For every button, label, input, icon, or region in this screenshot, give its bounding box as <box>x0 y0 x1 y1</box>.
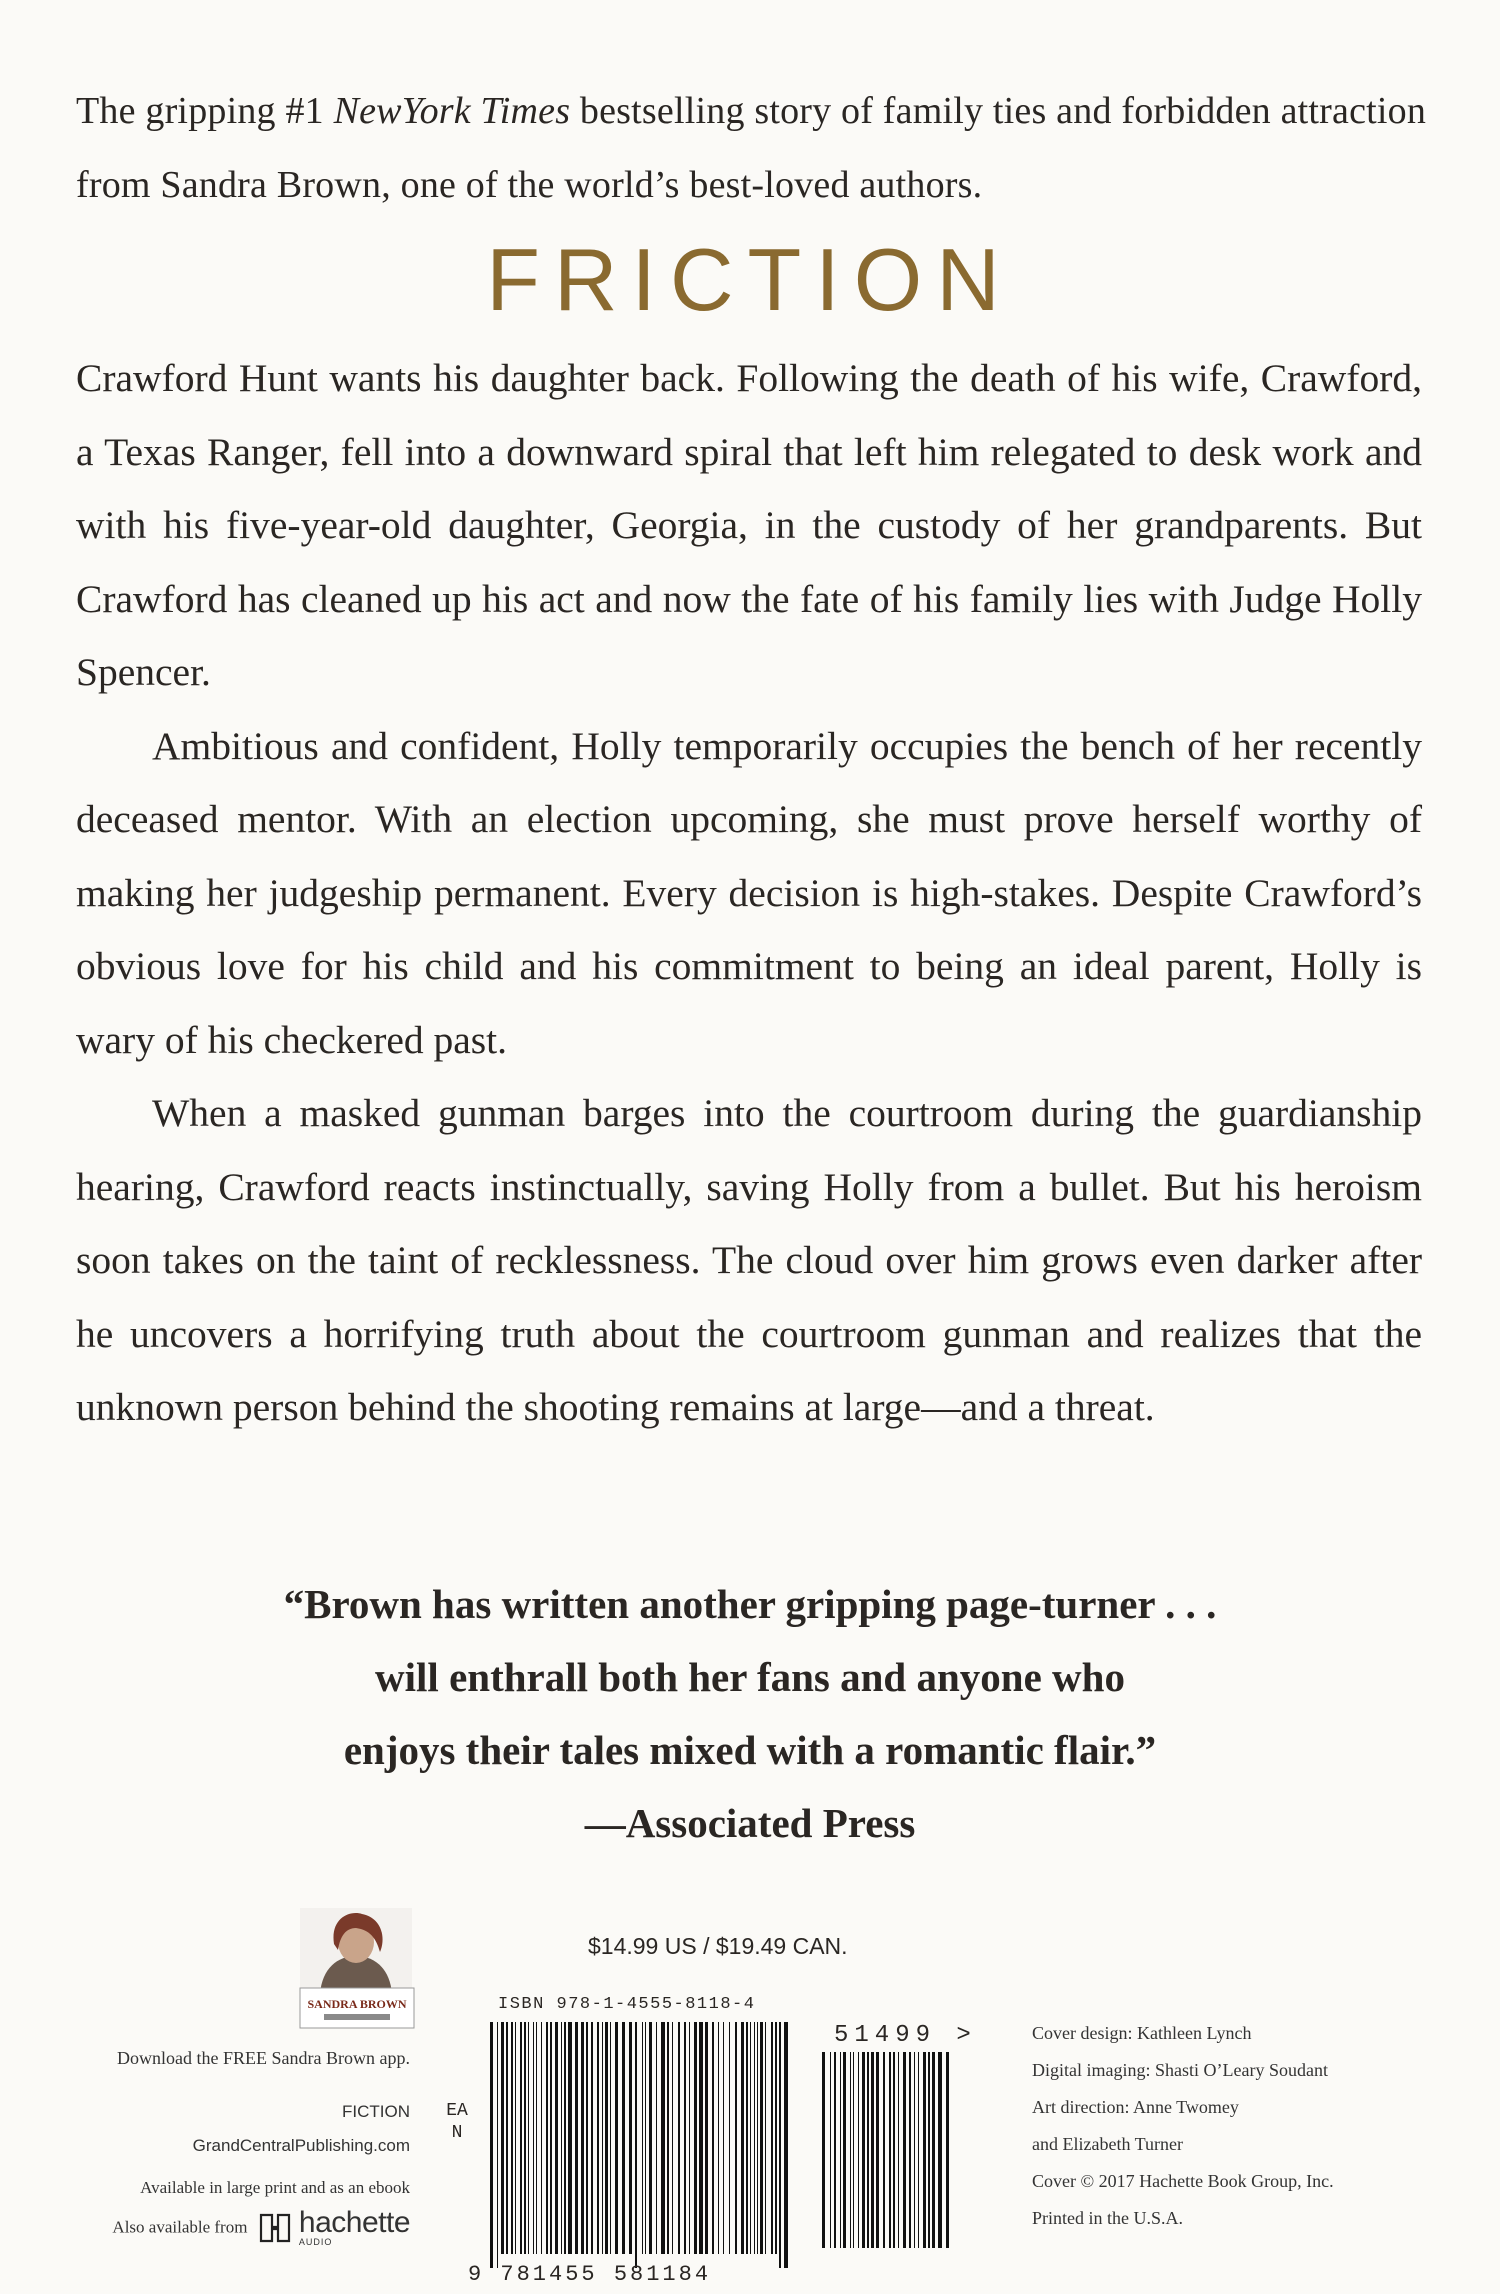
barcode-bar <box>524 2022 526 2254</box>
synopsis-paragraph-1: Crawford Hunt wants his daughter back. Following the death of his wife, Crawford, a Texas Ranger, fell into a downward spiral that left him relegated to desk work and with his five-year-old daughter, Georgia, in the custody of her grandparents. But Crawford has cleaned up his act and now the fate of his family lies with Judge Holly Spencer. <box>76 356 1422 694</box>
price-addon-digits: 51499 > <box>834 2022 977 2049</box>
barcode-bar <box>555 2022 558 2254</box>
credit-line: Cover design: Kathleen Lynch <box>1032 2023 1252 2043</box>
barcode-bar <box>893 2052 895 2248</box>
hachette-logo-icon <box>258 2211 292 2245</box>
barcode-bar <box>771 2022 773 2254</box>
barcode-bar <box>754 2022 755 2254</box>
quote-line-1: “Brown has written another gripping page-turner . . . <box>283 1581 1217 1627</box>
genre-label: FICTION <box>342 2102 410 2121</box>
barcode-bar <box>903 2052 906 2248</box>
barcode-bar <box>649 2022 652 2254</box>
ean-label: EAN <box>446 2101 468 2143</box>
barcode-bar <box>946 2052 949 2248</box>
barcode-bar <box>581 2022 584 2254</box>
credit-line: Printed in the U.S.A. <box>1032 2208 1183 2228</box>
barcode-bar <box>528 2022 529 2254</box>
barcode-bar <box>622 2022 625 2254</box>
also-available <box>112 2208 410 2247</box>
barcode-bar <box>775 2022 777 2254</box>
author-photo <box>300 1908 412 1994</box>
barcode-bar <box>718 2022 719 2254</box>
barcode-bar <box>605 2022 608 2254</box>
barcode-bar <box>914 2052 915 2248</box>
app-download-text: Download the FREE Sandra Brown app. <box>117 2048 410 2068</box>
barcode-bar <box>822 2052 825 2248</box>
also-available-label: Also available from <box>112 2217 248 2237</box>
barcode-bar <box>511 2022 513 2254</box>
barcode-bar <box>667 2022 669 2254</box>
barcode-bar <box>862 2052 865 2248</box>
credit-line: and Elizabeth Turner <box>1032 2134 1183 2154</box>
credit-line: Art direction: Anne Twomey <box>1032 2097 1239 2117</box>
barcode-bar <box>840 2052 841 2248</box>
barcode-bar <box>765 2022 766 2254</box>
barcode-bar <box>497 2022 498 2268</box>
barcode-bar <box>760 2022 763 2254</box>
barcode-bar <box>515 2022 516 2254</box>
isbn-text: ISBN 978-1-4555-8118-4 <box>498 1995 756 2014</box>
barcode-bar <box>689 2022 690 2254</box>
barcode-bar <box>597 2022 599 2254</box>
barcode-bar <box>898 2052 899 2248</box>
quote-line-2: will enthrall both her fans and anyone who <box>375 1654 1125 1700</box>
barcode-bar <box>490 2022 493 2268</box>
barcode-bar <box>575 2022 578 2254</box>
barcode-bar <box>550 2022 552 2254</box>
price-addon-barcode <box>820 2052 950 2262</box>
barcode-bar <box>564 2022 566 2254</box>
barcode-bar <box>661 2022 665 2254</box>
barcode-bar <box>705 2022 708 2254</box>
barcode-bar <box>729 2022 730 2254</box>
review-quote <box>0 1568 1500 1860</box>
barcode-bar <box>712 2022 714 2254</box>
synopsis-paragraph-2: Ambitious and confident, Holly temporarily occupies the bench of her recently deceased mentor. With an election upcoming, she must prove herself worthy of making her judgeship permanent. Every decision is high-stakes. Despite Crawford’s obvious love for his child and his commitment to being an ideal parent, Holly is wary of his checkered past. <box>76 723 1422 1062</box>
barcode-bar <box>918 2052 919 2248</box>
hachette-brand-sub: AUDIO <box>298 2237 333 2247</box>
barcode-bar <box>672 2022 673 2254</box>
synopsis-paragraph-3: When a masked gunman barges into the courtroom during the guardianship hearing, Crawford reacts instinctually, saving Holly from a bullet. But his heroism soon takes on the taint of recklessness. The cloud over him grows even darker after he uncovers a horrifying truth about the courtroom gunman and realizes that the unknown person behind the shooting remains at large—and a threat. <box>76 1091 1422 1429</box>
barcode-bar <box>784 2022 788 2268</box>
barcode-bar <box>615 2022 618 2254</box>
cover-credits <box>1032 2015 1452 2237</box>
tagline-part1: The gripping #1 <box>76 90 334 132</box>
barcode-bar <box>684 2022 686 2254</box>
barcode-bar <box>699 2022 703 2254</box>
isbn-barcode <box>488 2022 788 2268</box>
price: $14.99 US / $19.49 CAN. <box>588 1933 848 1959</box>
credit-line: Cover © 2017 Hachette Book Group, Inc. <box>1032 2171 1334 2191</box>
barcode-bar <box>883 2052 885 2248</box>
barcode-bar <box>932 2052 935 2248</box>
barcode-bar <box>735 2022 737 2254</box>
barcode-bar <box>591 2022 593 2254</box>
barcode-bar <box>909 2052 911 2248</box>
publisher-website[interactable]: GrandCentralPublishing.com <box>192 2136 410 2155</box>
barcode-bar <box>533 2022 534 2254</box>
barcode-bar <box>843 2052 846 2248</box>
barcode-bar <box>746 2022 748 2254</box>
barcode-bar <box>541 2022 542 2254</box>
barcode-bar <box>858 2052 859 2248</box>
sandra-brown-app-logo <box>296 1986 418 2030</box>
barcode-bar <box>923 2052 926 2248</box>
quote-line-3: enjoys their tales mixed with a romantic flair.” <box>343 1727 1157 1773</box>
barcode-bar <box>642 2022 643 2254</box>
quote-attribution: —Associated Press <box>584 1800 916 1846</box>
tagline-part2: bestselling story of family ties and forbidden attraction from Sandra Brown, one of the world’s best-loved authors. <box>76 90 1427 206</box>
barcode-bar <box>889 2052 891 2248</box>
barcode-bar <box>867 2052 869 2248</box>
barcode-bar <box>723 2022 724 2254</box>
barcode-bar <box>645 2022 646 2254</box>
barcode-bar <box>741 2022 744 2254</box>
barcode-bar <box>834 2052 836 2248</box>
barcode-bar <box>928 2052 930 2248</box>
credit-line: Digital imaging: Shasti O’Leary Soudant <box>1032 2060 1328 2080</box>
barcode-bar <box>629 2022 632 2254</box>
barcode-bar <box>750 2022 751 2254</box>
barcode-bar <box>757 2022 758 2254</box>
barcode-bar <box>561 2022 562 2254</box>
barcode-bar <box>602 2022 603 2254</box>
barcode-bar <box>678 2022 680 2254</box>
book-title: FRICTION <box>486 230 1014 329</box>
barcode-bar <box>520 2022 522 2254</box>
availability-note: Available in large print and as an ebook <box>140 2178 410 2197</box>
barcode-bar <box>586 2022 588 2254</box>
barcode-bar <box>876 2052 879 2248</box>
barcode-digits: 9 781455 581184 <box>468 2262 712 2287</box>
barcode-bar <box>853 2052 854 2248</box>
barcode-bar <box>506 2022 508 2254</box>
barcode-bar <box>850 2052 851 2248</box>
barcode-bar <box>694 2022 697 2254</box>
app-logo-text: SANDRA BROWN <box>307 1997 407 2011</box>
barcode-bar <box>779 2022 781 2268</box>
barcode-bar <box>536 2022 537 2254</box>
hachette-brand-name: hachette <box>298 2206 410 2239</box>
barcode-bar <box>656 2022 657 2254</box>
barcode-bar <box>568 2022 572 2254</box>
tagline <box>76 74 1436 222</box>
barcode-bar <box>635 2022 637 2268</box>
barcode-bar <box>501 2022 504 2254</box>
synopsis <box>76 342 1422 1445</box>
tagline-newspaper: NewYork Times <box>333 90 571 132</box>
barcode-bar <box>830 2052 831 2248</box>
barcode-bar <box>610 2022 611 2254</box>
barcode-bar <box>546 2022 548 2254</box>
barcode-bar <box>938 2052 942 2248</box>
hachette-audio-brand <box>299 2208 410 2247</box>
barcode-bar <box>871 2052 874 2248</box>
